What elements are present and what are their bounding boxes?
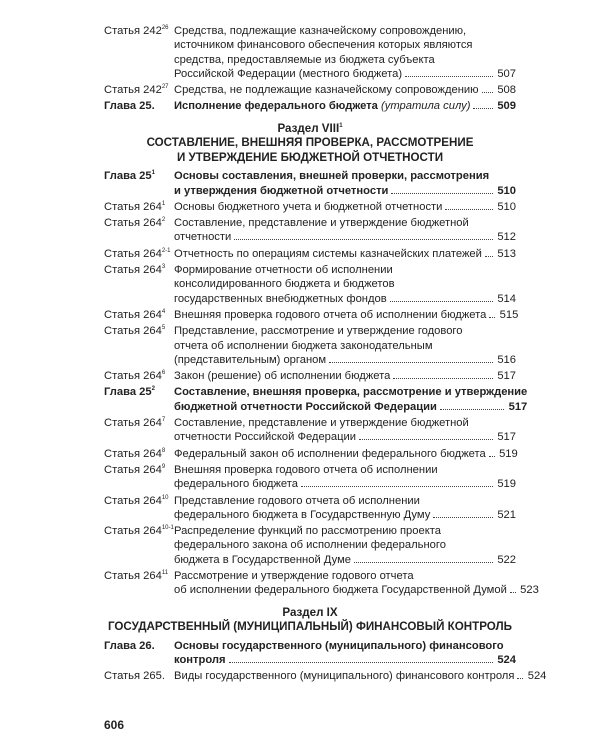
- section-heading: [104, 606, 516, 635]
- entry-page-number: 516: [497, 353, 516, 366]
- entry-label-text: Статья 242: [104, 84, 162, 97]
- entry-title: [174, 524, 516, 567]
- entry-title-line: Распределение функций по рассмотрению проекта: [174, 525, 441, 538]
- entry-title-last-line: [174, 400, 527, 414]
- entry-title-text: контроля: [174, 653, 226, 666]
- dot-leader: [482, 92, 493, 93]
- entry-label-superscript: 2: [151, 386, 155, 393]
- entry-title-last-line: [174, 353, 516, 367]
- entry-page-number: 512: [497, 231, 516, 244]
- dot-leader: [234, 239, 493, 240]
- article-entry[interactable]: [104, 247, 516, 261]
- dot-leader: [517, 678, 523, 679]
- dot-leader: [433, 517, 493, 518]
- entry-label: [104, 216, 174, 230]
- section-title-text: Раздел VIII: [277, 121, 340, 135]
- article-entry[interactable]: [104, 447, 516, 461]
- entry-title-line: Основы государственного (муниципального) финансового: [174, 639, 504, 652]
- entry-label: [104, 247, 174, 261]
- entry-label-superscript: 11: [161, 570, 169, 576]
- entry-label-text: Статья 264: [104, 463, 162, 476]
- section-title: [104, 122, 516, 137]
- entry-label: [104, 99, 174, 113]
- dot-leader: [510, 592, 516, 593]
- entry-page-number: 510: [497, 184, 516, 197]
- entry-title-text: Российской Федерации (местного бюджета): [174, 67, 403, 80]
- entry-label-superscript: 1: [161, 200, 166, 207]
- entry-title: [174, 639, 516, 668]
- article-entry[interactable]: [104, 83, 516, 97]
- entry-label-superscript: 26: [161, 25, 169, 31]
- entry-page-number: 517: [508, 400, 528, 413]
- entry-label: [104, 524, 174, 538]
- entry-title-line: Составление, представление и утверждение бюджетной: [174, 417, 469, 430]
- entry-label-superscript: 3: [161, 264, 166, 271]
- dot-leader: [445, 209, 493, 210]
- entry-title-last-line: [174, 292, 516, 306]
- entry-note: (утратила силу): [381, 100, 471, 113]
- entry-label: [104, 447, 174, 461]
- section-subtitle-line: ГОСУДАРСТВЕННЫЙ (МУНИЦИПАЛЬНЫЙ) ФИНАНСОВЫЙ КОНТРОЛЬ: [107, 620, 513, 634]
- entry-label-text: Глава 25.: [104, 100, 155, 113]
- entry-title: [174, 463, 516, 492]
- entry-title-text: Основы бюджетного учета и бюджетной отчетности: [174, 200, 443, 213]
- page-number: 606: [104, 718, 125, 732]
- entry-title-text: (представительным) органом: [174, 353, 327, 366]
- section-heading: [104, 122, 516, 166]
- section-title: [104, 606, 516, 621]
- entry-label: [104, 263, 174, 277]
- entry-label-text: Глава 25: [104, 170, 152, 183]
- entry-title-last-line: [174, 447, 518, 461]
- section-superscript: 1: [339, 122, 343, 129]
- entry-title: [174, 169, 516, 198]
- entry-label-superscript: 7: [161, 417, 166, 424]
- entry-title-text: бюджетной отчетности Российской Федерации: [174, 400, 437, 413]
- entry-label: [104, 639, 174, 653]
- entry-label-superscript: 8: [161, 447, 166, 454]
- entry-label-text: Статья 264: [104, 447, 162, 460]
- dot-leader: [489, 317, 495, 318]
- entry-title-text: и утверждения бюджетной отчетности: [174, 184, 389, 197]
- article-entry[interactable]: [104, 308, 519, 322]
- entry-title-last-line: [174, 553, 516, 567]
- chapter-entry[interactable]: [104, 99, 516, 113]
- entry-title: [174, 324, 516, 367]
- entry-title-text: отчетности Российской Федерации: [174, 431, 357, 444]
- entry-label-superscript: 4: [161, 308, 166, 315]
- entry-page-number: 519: [499, 447, 518, 460]
- dot-leader: [229, 662, 493, 663]
- entry-title-line: Формирование отчетности об исполнении: [174, 264, 393, 277]
- entry-label-text: Глава 25: [104, 386, 152, 399]
- entry-label-superscript: 27: [161, 84, 169, 91]
- entry-title: [174, 494, 516, 523]
- entry-title-text: об исполнении федерального бюджета Государственной Думой: [174, 584, 507, 597]
- entry-title-text: отчетности: [174, 231, 232, 244]
- entry-title: [174, 83, 516, 97]
- entry-title: [174, 24, 516, 81]
- entry-label-text: Статья 264: [104, 525, 162, 538]
- article-entry[interactable]: [104, 369, 516, 383]
- entry-title-text: Внешняя проверка годового отчета об исполнении бюджета: [174, 308, 487, 321]
- article-entry[interactable]: [104, 524, 516, 567]
- article-entry[interactable]: [104, 200, 516, 214]
- entry-label-superscript: 6: [161, 370, 166, 377]
- entry-label: [104, 669, 174, 683]
- entry-label: [104, 463, 174, 477]
- entry-title-last-line: [174, 508, 516, 522]
- entry-page-number: 523: [520, 584, 539, 597]
- dot-leader: [485, 256, 493, 257]
- entry-page-number: 507: [497, 67, 516, 80]
- entry-label: [104, 83, 174, 97]
- entry-title-text: государственных внебюджетных фондов: [174, 292, 387, 305]
- entry-title: [174, 99, 516, 113]
- entry-title-last-line: [174, 200, 516, 214]
- entry-label: [104, 200, 174, 214]
- entry-title-line: федерального закона об исполнении федерального: [174, 539, 446, 552]
- section-subtitle-line: СОСТАВЛЕНИЕ, ВНЕШНЯЯ ПРОВЕРКА, РАССМОТРЕНИЕ: [146, 136, 474, 150]
- dot-leader: [391, 193, 493, 194]
- entry-title: [174, 216, 516, 245]
- entry-title-last-line: [174, 67, 516, 81]
- entry-title: [174, 669, 546, 683]
- entry-title-last-line: [174, 583, 539, 597]
- entry-label-text: Статья 264: [104, 417, 162, 430]
- entry-label-text: Статья 264: [104, 200, 162, 213]
- entry-title-text: Федеральный закон об исполнении федерального бюджета: [174, 447, 486, 460]
- article-entry[interactable]: [104, 24, 516, 81]
- entry-title: [174, 247, 516, 261]
- entry-title-last-line: [174, 83, 516, 97]
- entry-title: [174, 447, 518, 461]
- article-entry[interactable]: [104, 324, 516, 367]
- dot-leader: [390, 301, 493, 302]
- entry-title-line: Представление, рассмотрение и утверждение годового: [174, 325, 463, 338]
- entry-label-superscript: 1: [151, 170, 155, 177]
- entry-title-last-line: [174, 669, 546, 683]
- dot-leader: [359, 439, 493, 440]
- entry-label-text: Статья 264: [104, 247, 162, 260]
- entry-title: [174, 416, 516, 445]
- entry-label: [104, 494, 174, 508]
- chapter-entry[interactable]: [104, 385, 528, 414]
- entry-title-text: федерального бюджета: [174, 478, 298, 491]
- article-entry[interactable]: [104, 216, 516, 245]
- entry-page-number: 513: [497, 247, 516, 260]
- entry-page-number: 521: [497, 508, 516, 521]
- entry-page-number: 509: [497, 100, 516, 113]
- entry-label: [104, 24, 174, 38]
- entry-label-text: Статья 264: [104, 325, 162, 338]
- entry-label: [104, 308, 174, 322]
- chapter-entry[interactable]: [104, 169, 516, 198]
- entry-label: [104, 324, 174, 338]
- entry-page-number: 508: [497, 84, 516, 97]
- entry-page-number: 510: [497, 200, 516, 213]
- entry-title: [174, 385, 527, 414]
- entry-title: [174, 569, 539, 598]
- entry-label-text: Статья 264: [104, 370, 162, 383]
- entry-title-line: отчета об исполнении бюджета законодательным: [174, 339, 433, 352]
- entry-title-last-line: [174, 247, 516, 261]
- entry-title: [174, 200, 516, 214]
- entry-label-text: Статья 265.: [104, 670, 165, 683]
- entry-page-number: 515: [499, 308, 519, 321]
- entry-title-line: Основы составления, внешней проверки, рассмотрения: [174, 170, 490, 183]
- entry-page-number: 514: [497, 292, 516, 305]
- entry-page-number: 524: [527, 670, 547, 683]
- article-entry[interactable]: [104, 494, 516, 523]
- dot-leader: [354, 562, 493, 563]
- article-entry[interactable]: [104, 263, 516, 306]
- entry-label: [104, 369, 174, 383]
- entry-label-text: Статья 264: [104, 217, 162, 230]
- entry-title-last-line: [174, 653, 516, 667]
- entry-title-line: средства, предоставляемые из бюджета субъекта: [174, 53, 435, 66]
- entry-title-text: Отчетность по операциям системы казначейских платежей: [174, 247, 482, 260]
- entry-label-text: Статья 264: [104, 494, 162, 507]
- entry-title: [174, 369, 516, 383]
- entry-title-text: федерального бюджета в Государственную Думу: [174, 508, 431, 521]
- entry-title-last-line: [174, 369, 516, 383]
- article-entry[interactable]: [104, 463, 516, 492]
- entry-label-superscript: 2: [161, 217, 166, 224]
- entry-title-line: источником финансового обеспечения которых являются: [174, 39, 473, 52]
- entry-title-line: Рассмотрение и утверждение годового отчета: [174, 570, 414, 582]
- article-entry[interactable]: [104, 569, 539, 598]
- entry-title-last-line: [174, 430, 516, 444]
- entry-title-last-line: [174, 308, 518, 322]
- entry-label-text: Статья 264: [104, 570, 162, 582]
- dot-leader: [440, 409, 504, 410]
- entry-title-text: бюджета в Государственной Думе: [174, 553, 352, 566]
- entry-label-superscript: 10: [161, 494, 169, 501]
- entry-title-line: Внешняя проверка годового отчета об исполнении: [174, 463, 438, 476]
- entry-label-text: Статья 264: [104, 264, 162, 277]
- dot-leader: [405, 76, 493, 77]
- entry-page-number: 522: [497, 553, 516, 566]
- article-entry[interactable]: [104, 669, 547, 683]
- entry-label-text: Статья 242: [104, 25, 162, 37]
- dot-leader: [473, 108, 493, 109]
- entry-label-superscript: 2-1: [161, 247, 171, 254]
- entry-title: [174, 263, 516, 306]
- entry-title-line: Представление годового отчета об исполнении: [174, 494, 420, 507]
- entry-label-text: Глава 26.: [104, 639, 155, 652]
- entry-label-superscript: 5: [161, 325, 166, 332]
- dot-leader: [329, 362, 493, 363]
- entry-label: [104, 169, 174, 183]
- entry-title-text: Закон (решение) об исполнении бюджета: [174, 370, 391, 383]
- entry-label-superscript: 10-1: [161, 525, 174, 532]
- entry-title-line: консолидированного бюджета и бюджетов: [174, 278, 395, 291]
- entry-title-last-line: [174, 184, 516, 198]
- entry-label-text: Статья 264: [104, 308, 162, 321]
- entry-label-superscript: 9: [161, 463, 166, 470]
- dot-leader: [489, 456, 495, 457]
- entry-title: [174, 308, 518, 322]
- dot-leader: [301, 486, 493, 487]
- entry-title-line: Составление, представление и утверждение бюджетной: [174, 217, 469, 230]
- entry-title-text: Исполнение федерального бюджета (утратила силу): [174, 100, 471, 113]
- entry-page-number: 517: [497, 370, 516, 383]
- entry-page-number: 517: [497, 431, 516, 444]
- entry-title-last-line: [174, 477, 516, 491]
- section-subtitle-line: И УТВЕРЖДЕНИЕ БЮДЖЕТНОЙ ОТЧЕТНОСТИ: [176, 150, 444, 164]
- table-of-contents: [104, 24, 547, 685]
- section-title-text: Раздел IX: [282, 605, 338, 619]
- entry-title-last-line: [174, 99, 516, 113]
- entry-page-number: 524: [497, 653, 516, 666]
- entry-title-line: Средства, подлежащие казначейскому сопровождению,: [174, 25, 467, 37]
- chapter-entry[interactable]: [104, 639, 516, 668]
- entry-title-line: Составление, внешняя проверка, рассмотрение и утверждение: [174, 386, 528, 399]
- entry-label: [104, 569, 174, 583]
- entry-title-text: Виды государственного (муниципального) финансового контроля: [174, 670, 515, 683]
- entry-title-text: Средства, не подлежащие казначейскому сопровождению: [174, 84, 479, 97]
- article-entry[interactable]: [104, 416, 516, 445]
- entry-label: [104, 385, 174, 399]
- dot-leader: [393, 378, 493, 379]
- entry-title-last-line: [174, 230, 516, 244]
- entry-label: [104, 416, 174, 430]
- entry-page-number: 519: [497, 478, 516, 491]
